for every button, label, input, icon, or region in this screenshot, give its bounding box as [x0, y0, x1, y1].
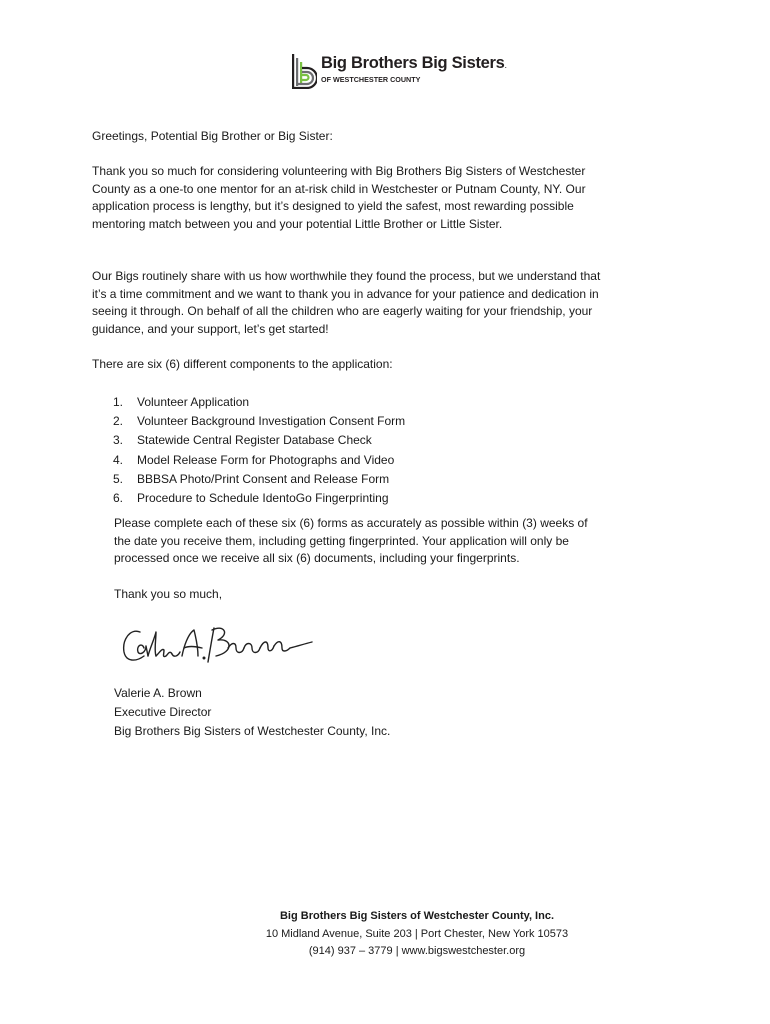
greeting: Greetings, Potential Big Brother or Big Sister:: [92, 129, 333, 143]
letterhead-footer: [210, 908, 624, 961]
list-item: 4. Model Release Form for Photographs and Video: [113, 452, 395, 467]
list-item: 6. Procedure to Schedule IdentoGo Fingerprinting: [113, 491, 389, 506]
list-item: 2. Volunteer Background Investigation Consent Form: [113, 414, 406, 429]
list-item: 5. BBBSA Photo/Print Consent and Release Form: [113, 471, 390, 486]
list-item: 3. Statewide Central Register Database Check: [113, 433, 372, 448]
bbbs-logo-icon: [291, 53, 317, 89]
handwritten-signature: [118, 618, 318, 670]
signer-title: Executive Director: [114, 705, 212, 719]
paragraph-intro: Thank you so much for considering volunteering with Big Brothers Big Sisters of Westchester County as a one-to one mentor for an at-risk child in Westchester or Putnam County, NY. Our application process is lengthy, but it’s designed to yield the safest, most rewarding possible mentoring match between you and your potential Little Brother or Little Sister.: [92, 164, 586, 231]
components-list: [113, 393, 405, 508]
logo-title: Big Brothers Big Sisters.: [321, 54, 507, 72]
org-logo: [291, 53, 507, 89]
footer-contact: (914) 937 – 3779 | www.bigswestchester.org: [308, 945, 526, 957]
signer-block: [114, 684, 390, 741]
footer-org: Big Brothers Big Sisters of Westchester County, Inc.: [279, 910, 555, 922]
list-item: 1. Volunteer Application: [113, 395, 250, 409]
logo-subtitle: OF WESTCHESTER COUNTY: [321, 75, 421, 84]
closing: Thank you so much,: [114, 587, 223, 601]
paragraph-thanks: Our Bigs routinely share with us how worthwhile they found the process, but we understand that it’s a time commitment and we want to thank you in advance for your patience and dedication in seeing it through. On behalf of all the children who are eagerly waiting for your friendship, your guidance, and your support, let’s get started!: [92, 269, 601, 336]
signer-org: Big Brothers Big Sisters of Westchester County, Inc.: [114, 724, 391, 738]
paragraph-instructions: Please complete each of these six (6) forms as accurately as possible within (3) weeks of the date you receive them, including getting fingerprinted. Your application will only be processed once we receive all six (6) documents, including your fingerprints.: [114, 516, 588, 565]
footer-address: 10 Midland Avenue, Suite 203 | Port Chester, New York 10573: [265, 927, 569, 940]
signer-name: Valerie A. Brown: [114, 686, 202, 700]
paragraph-components-intro: There are six (6) different components to the application:: [92, 357, 393, 371]
